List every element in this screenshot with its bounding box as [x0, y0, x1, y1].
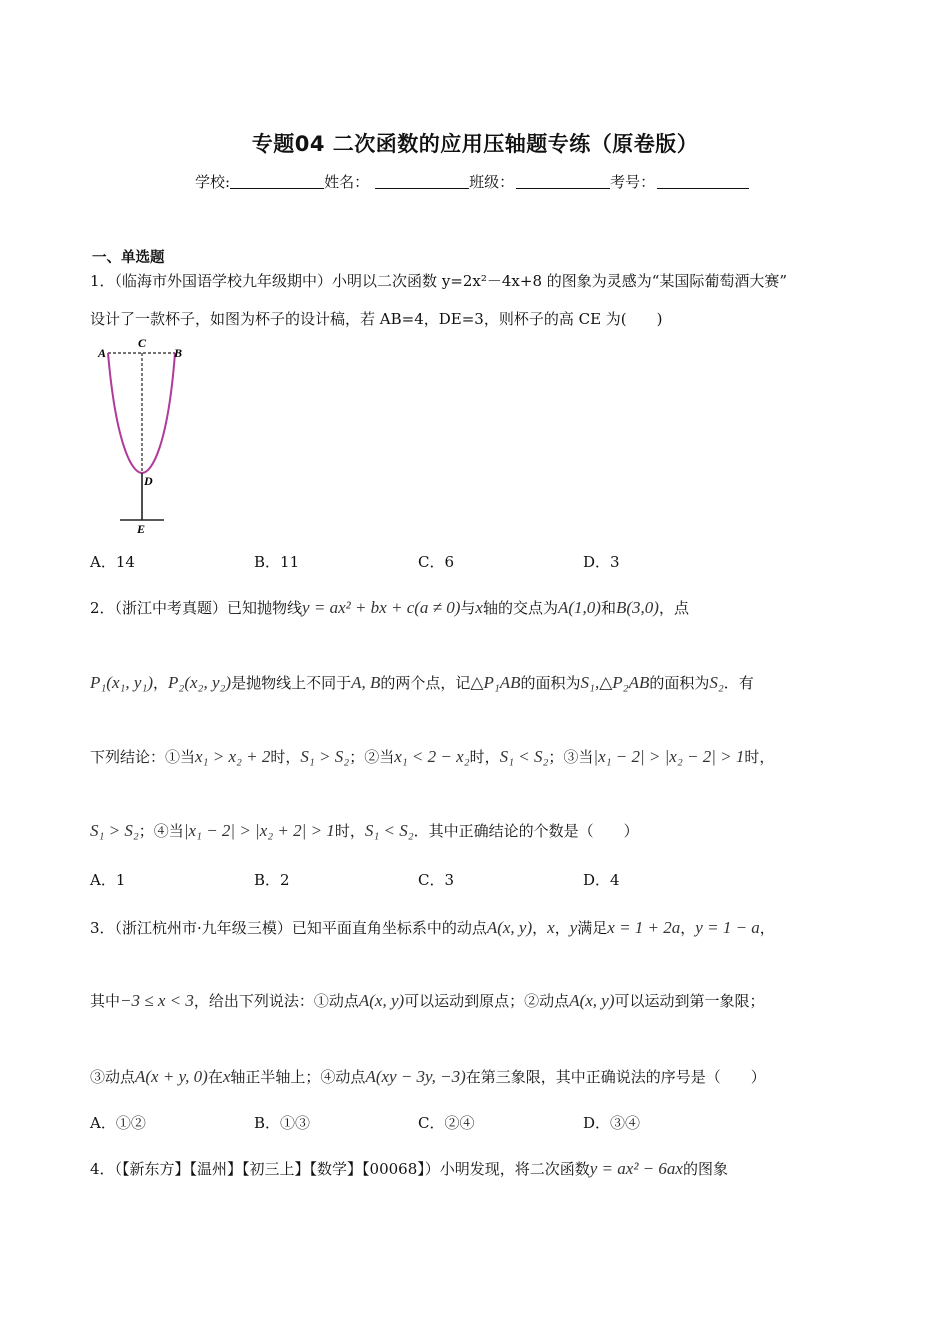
q3-line3	[90, 1066, 766, 1087]
q3-s4-end: 在第三象限，其中正确说法的序号是（ ）	[465, 1068, 766, 1086]
q2-area-text2: 的面积为	[649, 674, 710, 692]
q3-option-a[interactable]: A．①②	[90, 1114, 146, 1132]
q2-c3-prefix: ；③当	[548, 748, 594, 766]
q1-option-a[interactable]: A．14	[90, 553, 135, 571]
q2-area-text1: 的面积为	[520, 674, 581, 692]
q2-time-2: 时，	[469, 748, 500, 766]
q2-c2-prefix: ；②当	[349, 748, 395, 766]
q2-p1: P₁(x₁, y₁)	[90, 673, 154, 692]
q3-s1-end: 可以运动到原点；②动点	[404, 992, 570, 1010]
q3-option-d[interactable]: D．③④	[583, 1114, 641, 1132]
student-info-line	[195, 171, 749, 192]
number-label: 考号：	[610, 173, 656, 191]
q2-cond2: x₁ < 2 − x₂	[394, 747, 470, 766]
q3-x: x	[547, 918, 555, 937]
q3-point3: A(x + y, 0)	[135, 1067, 208, 1086]
q2-result3: S₁ > S₂	[90, 821, 139, 840]
q2-cond4: |x₁ − 2| > |x₂ + 2| > 1	[183, 821, 335, 840]
q3-point-s1: A(x, y)	[358, 991, 405, 1010]
q1-option-c[interactable]: C．6	[418, 553, 455, 571]
q2-time-4: 时，	[334, 822, 365, 840]
q2-cond3: |x₁ − 2| > |x₂ − 2| > 1	[593, 747, 745, 766]
q1-line2: 设计了一款杯子，如图为杯子的设计稿，若 AB=4，DE=3，则杯子的高 CE 为( )	[90, 310, 663, 328]
q3-eq1: x = 1 + 2a	[607, 918, 681, 937]
q3-line1: 3．（浙江杭州市·九年级三模）已知平面直角坐标系中的动点A(x, y)，x，y满足x = 1 + 2a，y = 1 − a，	[90, 918, 775, 937]
q2-option-d[interactable]: D．4	[583, 871, 620, 889]
q2-point-a: A(1,0)	[557, 598, 601, 617]
q2-prefix: 2．（浙江中考真题）已知抛物线	[90, 599, 303, 617]
q2-result2: S₁ < S₂	[499, 747, 549, 766]
label-e: E	[137, 522, 146, 535]
school-label: 学校:	[195, 173, 231, 191]
q2-line1	[90, 597, 689, 618]
q2-time-3: 时，	[744, 748, 775, 766]
q2-and: 和	[600, 599, 616, 617]
q3-eq2: y = 1 − a	[695, 918, 760, 937]
q2-comma-point: ，点	[658, 599, 689, 617]
class-blank[interactable]	[516, 174, 610, 189]
page-title: 专题04 二次函数的应用压轴题专练（原卷版）	[251, 132, 699, 156]
cup-figure	[92, 335, 192, 535]
q2-option-b[interactable]: B．2	[254, 871, 290, 889]
q3-satisfy: 满足	[577, 919, 608, 937]
number-blank[interactable]	[657, 174, 749, 189]
q4-eq: y = ax² − 6ax	[589, 1159, 683, 1178]
q3-in-text: 在	[207, 1068, 223, 1086]
q2-parabola-eq: y = ax² + bx + c(a ≠ 0)	[302, 598, 461, 617]
label-d: D	[144, 474, 153, 488]
q2-c4-prefix: ；④当	[138, 822, 184, 840]
q3-point4: A(xy − 3y, −3)	[365, 1067, 466, 1086]
q1-line1: 1．（临海市外国语学校九年级期中）小明以二次函数 y=2x²－4x+8 的图象为灵感为“某国际葡萄酒大赛”	[90, 272, 788, 290]
q3-y: y	[569, 918, 578, 937]
q2-tri1: △P₁AB	[470, 673, 521, 692]
q2-two-points: 的两个点，记	[380, 674, 471, 692]
q3-point-s2: A(x, y)	[569, 991, 615, 1010]
q2-x-var: x	[475, 598, 483, 617]
q2-point-b: B(3,0)	[615, 598, 659, 617]
q3-range: −3 ≤ x < 3	[120, 991, 194, 1010]
label-c: C	[138, 336, 147, 350]
section-heading: 一、单选题	[92, 250, 165, 266]
q3-option-c[interactable]: C．②④	[418, 1114, 475, 1132]
q2-line2: P₁(x₁, y₁)，P₂(x₂, y₂)是抛物线上不同于A, B的两个点，记△P₁AB的面积为S₁,△P₂AB的面积为S₂．有	[90, 673, 754, 692]
label-a: A	[98, 346, 107, 360]
q2-ending: ．其中正确结论的个数是（ ）	[413, 822, 639, 840]
q3-point: A(x, y)	[486, 918, 533, 937]
label-b: B	[174, 346, 183, 360]
q2-result4: S₁ < S₂	[364, 821, 414, 840]
q3-line2	[90, 990, 765, 1011]
q2-result1: S₁ > S₂	[300, 747, 350, 766]
q4-prefix: 4．（【新东方】【温州】【初三上】【数学】【00068】）小明发现，将二次函数	[90, 1160, 590, 1178]
q2-cond1: x₁ > x₂ + 2	[195, 747, 271, 766]
q1-option-d[interactable]: D．3	[583, 553, 620, 571]
q2-intersection: 轴的交点为	[482, 599, 558, 617]
class-label: 班级：	[469, 173, 515, 191]
q2-line3	[90, 746, 774, 767]
q2-ab: A, B	[351, 673, 381, 692]
q2-p2: P₂(x₂, y₂)	[168, 673, 232, 692]
q2-option-c[interactable]: C．3	[418, 871, 455, 889]
q2-line4	[90, 820, 639, 841]
q2-s1-tri2: S₁,△P₂AB	[580, 673, 650, 692]
q2-option-a[interactable]: A．1	[90, 871, 126, 889]
q2-line3-prefix: 下列结论：①当	[90, 748, 196, 766]
q3-line2-prefix: 其中	[90, 992, 121, 1010]
q3-prefix: 3．（浙江杭州市·九年级三模）已知平面直角坐标系中的动点	[90, 919, 487, 937]
q3-option-b[interactable]: B．①③	[254, 1114, 311, 1132]
school-blank[interactable]	[230, 174, 324, 189]
q4-line1	[90, 1158, 728, 1179]
q2-have: ．有	[723, 674, 754, 692]
q1-option-b[interactable]: B．11	[254, 553, 300, 571]
q2-time-1: 时，	[270, 748, 301, 766]
q2-line2-mid: 是抛物线上不同于	[231, 674, 352, 692]
q3-x-axis: x	[222, 1067, 231, 1086]
q2-with: 与	[460, 599, 476, 617]
q3-s3-end: 轴正半轴上；④动点	[230, 1068, 366, 1086]
q4-suffix: 的图象	[682, 1160, 728, 1178]
name-blank[interactable]	[375, 174, 469, 189]
q3-line2-mid: ，给出下列说法：①动点	[193, 992, 359, 1010]
q3-line3-prefix: ③动点	[90, 1068, 136, 1086]
q3-s2-end: 可以运动到第一象限；	[614, 992, 765, 1010]
q2-s2: S₂	[709, 673, 724, 692]
name-label: 姓名：	[324, 173, 370, 191]
